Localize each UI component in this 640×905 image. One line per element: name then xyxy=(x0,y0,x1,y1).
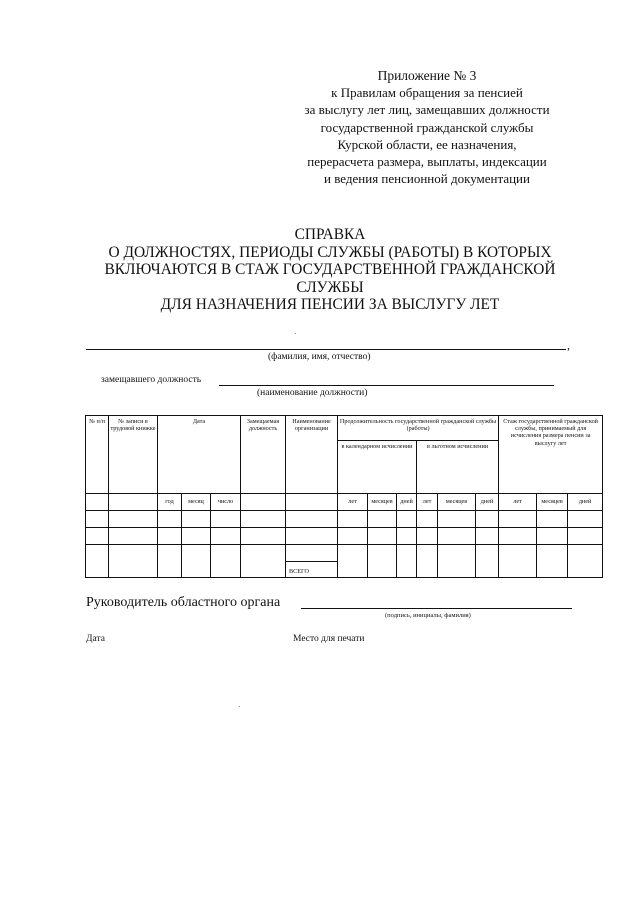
table-cell[interactable] xyxy=(338,528,368,545)
total-label: ВСЕГО xyxy=(286,562,338,578)
table-cell[interactable] xyxy=(568,528,603,545)
unit-month: месяц xyxy=(182,494,211,511)
table-cell[interactable] xyxy=(368,528,397,545)
name-field-caption: (фамилия, имя, отчество) xyxy=(268,352,371,362)
table-cell[interactable] xyxy=(211,528,241,545)
header-preferential: в льготном исчислении xyxy=(417,441,499,494)
name-field-line[interactable] xyxy=(86,349,566,350)
appendix-line: государственной гражданской службы xyxy=(320,119,534,135)
service-table xyxy=(85,415,603,578)
table-cell[interactable] xyxy=(182,545,211,578)
table-cell[interactable] xyxy=(537,545,568,578)
table-cell[interactable] xyxy=(397,545,417,578)
signature-line[interactable] xyxy=(301,608,572,609)
table-cell[interactable] xyxy=(158,528,182,545)
table-cell[interactable] xyxy=(537,528,568,545)
position-field-line[interactable] xyxy=(219,385,554,386)
unit-years: лет xyxy=(338,494,368,511)
table-cell[interactable] xyxy=(286,545,338,562)
table-cell[interactable] xyxy=(499,528,537,545)
table-cell[interactable] xyxy=(286,511,338,528)
name-field-comma: , xyxy=(567,338,570,352)
empty-cell xyxy=(286,494,338,511)
table-cell[interactable] xyxy=(397,511,417,528)
unit-days: дней xyxy=(568,494,603,511)
table-cell[interactable] xyxy=(438,511,476,528)
table-cell[interactable] xyxy=(499,511,537,528)
unit-days: дней xyxy=(397,494,417,511)
header-num: № п/п xyxy=(86,416,109,494)
table-cell[interactable] xyxy=(368,545,397,578)
title-line: ВКЛЮЧАЮТСЯ В СТАЖ ГОСУДАРСТВЕННОЙ ГРАЖДАНСКОЙ xyxy=(104,261,556,278)
header-position: Замещаемая должность xyxy=(241,416,286,494)
document-title xyxy=(80,226,580,314)
table-cell[interactable] xyxy=(476,545,499,578)
table-row xyxy=(86,545,603,562)
table-cell[interactable] xyxy=(109,528,158,545)
title-line: СПРАВКА xyxy=(294,226,366,243)
empty-cell xyxy=(86,494,109,511)
header-duration: Продолжительность государственной гражданской службы (работы) xyxy=(338,416,499,441)
table-cell[interactable] xyxy=(397,528,417,545)
position-caption: (наименование должности) xyxy=(257,388,368,398)
unit-months: месяцев xyxy=(368,494,397,511)
header-calendar: в календарном исчислении xyxy=(338,441,417,494)
unit-years: лет xyxy=(417,494,438,511)
table-cell[interactable] xyxy=(537,511,568,528)
table-cell[interactable] xyxy=(476,511,499,528)
table-cell[interactable] xyxy=(158,545,182,578)
title-line: О ДОЛЖНОСТЯХ, ПЕРИОДЫ СЛУЖБЫ (РАБОТЫ) В КОТОРЫХ xyxy=(108,243,552,261)
title-line: ДЛЯ НАЗНАЧЕНИЯ ПЕНСИИ ЗА ВЫСЛУГУ ЛЕТ xyxy=(160,296,500,313)
empty-cell xyxy=(241,494,286,511)
table-cell[interactable] xyxy=(499,545,537,578)
table-cell[interactable] xyxy=(241,528,286,545)
unit-months: месяцев xyxy=(438,494,476,511)
table-cell[interactable] xyxy=(417,545,438,578)
header-seniority: Стаж государственной гражданской службы, принимаемый для исчисления размера пенсии за выслугу лет xyxy=(499,416,603,494)
table-cell[interactable] xyxy=(286,528,338,545)
head-label: Руководитель областного органа xyxy=(86,595,281,610)
appendix-line: за выслугу лет лиц, замещавших должности xyxy=(304,102,550,118)
unit-year: год xyxy=(158,494,182,511)
table-cell[interactable] xyxy=(211,511,241,528)
unit-months: месяцев xyxy=(537,494,568,511)
scan-speck xyxy=(295,333,296,334)
table-cell[interactable] xyxy=(109,511,158,528)
table-cell[interactable] xyxy=(86,528,109,545)
table-cell[interactable] xyxy=(417,511,438,528)
appendix-line: Курской области, ее назначения, xyxy=(337,136,517,152)
table-cell[interactable] xyxy=(211,545,241,578)
unit-years: лет xyxy=(499,494,537,511)
table-cell[interactable] xyxy=(568,545,603,578)
table-row xyxy=(86,528,603,545)
header-record: № записи в трудовой книжке xyxy=(109,416,158,494)
table-cell[interactable] xyxy=(338,545,368,578)
appendix-line: к Правилам обращения за пенсией xyxy=(331,85,523,101)
unit-days: дней xyxy=(476,494,499,511)
appendix-block xyxy=(272,67,582,187)
appendix-line: и ведения пенсионной документации xyxy=(324,171,530,187)
table-cell[interactable] xyxy=(368,511,397,528)
table-cell[interactable] xyxy=(158,511,182,528)
table-cell[interactable] xyxy=(438,545,476,578)
header-date: Дата xyxy=(158,416,241,494)
appendix-line: перерасчета размера, выплаты, индексации xyxy=(307,154,547,170)
table-cell[interactable] xyxy=(568,511,603,528)
header-organization: Наименование организации xyxy=(286,416,338,494)
table-row xyxy=(86,511,603,528)
position-label: замещавшего должность xyxy=(101,375,202,385)
title-line: СЛУЖБЫ xyxy=(296,278,364,296)
table-cell[interactable] xyxy=(86,511,109,528)
seal-place-label: Место для печати xyxy=(293,634,365,644)
table-cell[interactable] xyxy=(182,528,211,545)
table-cell[interactable] xyxy=(438,528,476,545)
date-label: Дата xyxy=(86,634,105,644)
table-cell[interactable] xyxy=(182,511,211,528)
unit-day-number: число xyxy=(211,494,241,511)
table-cell[interactable] xyxy=(338,511,368,528)
table-cell[interactable] xyxy=(86,545,109,578)
table-cell[interactable] xyxy=(241,545,286,578)
appendix-title: Приложение № 3 xyxy=(377,68,477,83)
empty-cell xyxy=(109,494,158,511)
table-cell[interactable] xyxy=(417,528,438,545)
table-cell[interactable] xyxy=(241,511,286,528)
table-cell[interactable] xyxy=(109,545,158,578)
signature-caption: (подпись, инициалы, фамилия) xyxy=(385,612,471,619)
table-cell[interactable] xyxy=(476,528,499,545)
scan-speck xyxy=(239,706,240,707)
